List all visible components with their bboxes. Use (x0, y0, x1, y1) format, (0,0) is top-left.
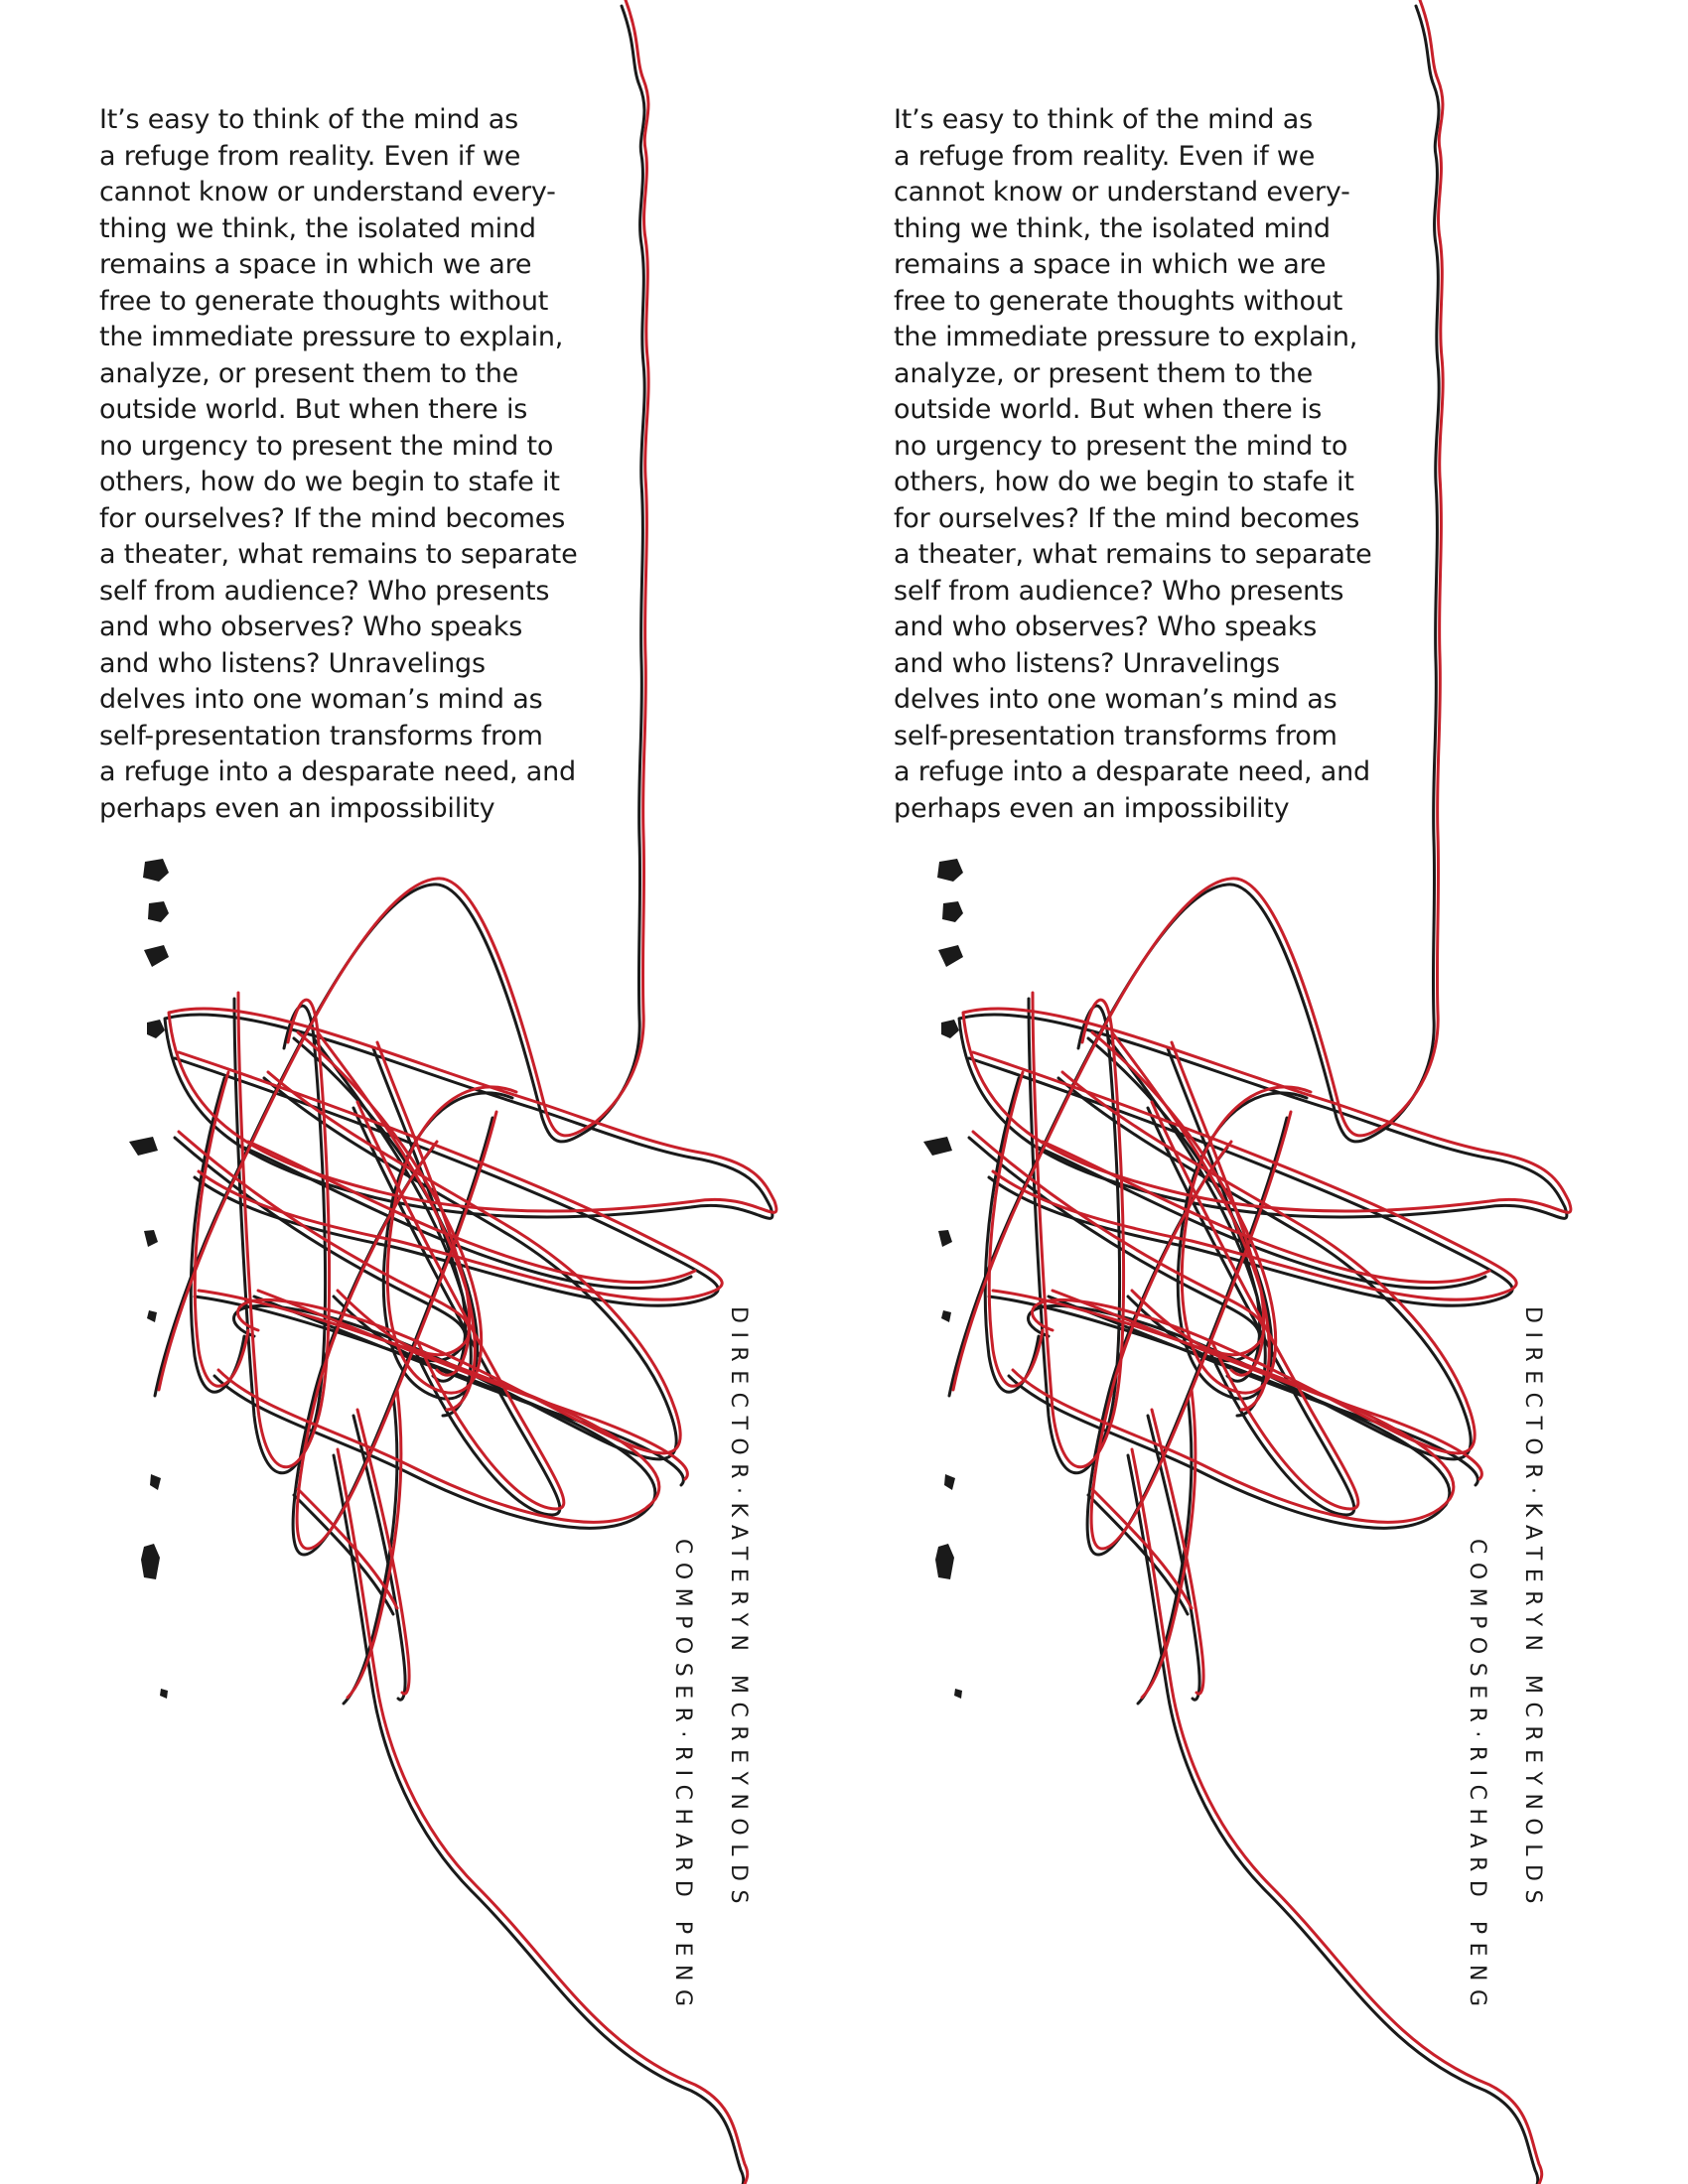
synopsis-line: a theater, what remains to separate (894, 539, 1372, 570)
synopsis-line: a refuge from reality. Even if we (99, 140, 521, 172)
synopsis-line: for ourselves? If the mind becomes (894, 502, 1360, 534)
synopsis-line: free to generate thoughts without (894, 285, 1343, 317)
synopsis-line: a refuge from reality. Even if we (894, 140, 1316, 172)
synopsis-line: others, how do we begin to stafe it (894, 467, 1354, 497)
synopsis-line: analyze, or present them to the (99, 357, 519, 389)
synopsis-line: remains a space in which we are (99, 249, 532, 280)
synopsis-line: cannot know or understand every- (99, 177, 556, 207)
synopsis-line: self from audience? Who presents (99, 575, 550, 607)
synopsis-line: perhaps even an impossibility (99, 792, 495, 824)
synopsis-line: others, how do we begin to stafe it (99, 467, 560, 497)
synopsis-line: and who observes? Who speaks (894, 612, 1318, 642)
director-credit: DIRECTOR·KATERYN MCREYNOLDS (726, 1306, 751, 1912)
synopsis-line: a theater, what remains to separate (99, 539, 578, 570)
synopsis-line: It’s easy to think of the mind as (99, 104, 518, 135)
synopsis-line: thing we think, the isolated mind (894, 212, 1331, 244)
synopsis-line: perhaps even an impossibility (894, 792, 1290, 824)
synopsis-line: delves into one woman’s mind as (894, 684, 1337, 715)
bookmark-left (0, 0, 794, 2184)
synopsis-line: It’s easy to think of the mind as (894, 104, 1313, 135)
synopsis-line: remains a space in which we are (894, 249, 1327, 280)
director-credit: DIRECTOR·KATERYN MCREYNOLDS (1520, 1306, 1545, 1912)
synopsis-line: for ourselves? If the mind becomes (99, 502, 566, 534)
synopsis-line: and who observes? Who speaks (99, 612, 523, 642)
composer-credit: COMPOSER·RICHARD PENG (1465, 1539, 1489, 2015)
synopsis-line: a refuge into a desparate need, and (99, 756, 576, 787)
ink-dots-trail (923, 859, 963, 1699)
synopsis-line: no urgency to present the mind to (99, 430, 554, 462)
synopsis-line: self-presentation transforms from (894, 720, 1337, 751)
synopsis-text (894, 102, 1410, 827)
synopsis-line: delves into one woman’s mind as (99, 684, 543, 715)
composer-credit: COMPOSER·RICHARD PENG (670, 1539, 695, 2015)
synopsis-line: outside world. But when there is (894, 394, 1323, 425)
synopsis-line: outside world. But when there is (99, 394, 528, 425)
synopsis-line: self-presentation transforms from (99, 720, 543, 751)
synopsis-line: a refuge into a desparate need, and (894, 756, 1370, 787)
synopsis-line: no urgency to present the mind to (894, 430, 1348, 462)
synopsis-line: the immediate pressure to explain, (99, 322, 564, 352)
synopsis-line: the immediate pressure to explain, (894, 322, 1358, 352)
synopsis-line: thing we think, the isolated mind (99, 212, 536, 244)
synopsis-text (99, 102, 616, 827)
synopsis-line: and who listens? Unravelings (99, 647, 486, 679)
synopsis-line: free to generate thoughts without (99, 285, 549, 317)
bookmark-right (794, 0, 1589, 2184)
synopsis-line: analyze, or present them to the (894, 357, 1314, 389)
synopsis-line: self from audience? Who presents (894, 575, 1344, 607)
ink-dots-trail (129, 859, 169, 1699)
synopsis-line: and who listens? Unravelings (894, 647, 1280, 679)
synopsis-line: cannot know or understand every- (894, 177, 1350, 207)
